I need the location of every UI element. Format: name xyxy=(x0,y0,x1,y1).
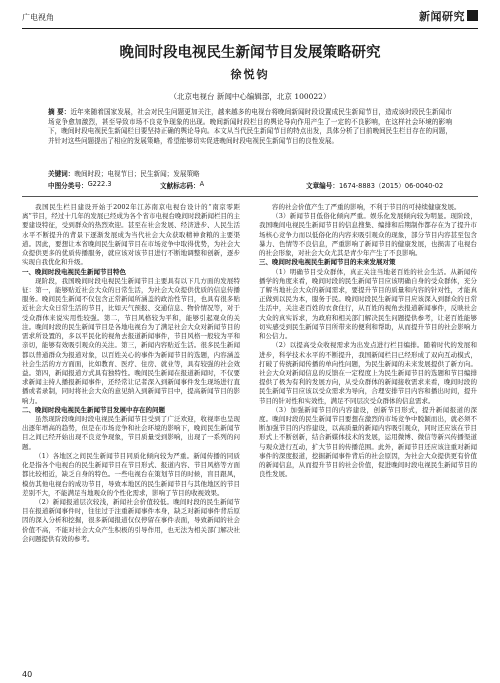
document-code: 文献标志码： A xyxy=(160,180,205,190)
logo-mark-icon xyxy=(467,10,478,21)
keywords-label: 关键词： xyxy=(48,170,75,178)
body-paragraph: （3）新闻节目低俗化倾向严重。娱乐化发展倾向较为明显。现阶段，我国晚间电视民生新闻节目的信息搜集、编排和后期制作都存在为了提升市场核心竞争力而以低俗化的内容来吸引观众的现象，部分节目内容甚至包含暴力、色情等不良信息，严重影响了新闻节目的健康发展，也损害了电视台的社会形象，对社会大众尤其是青少年产生了不良影响。 xyxy=(259,212,477,258)
body-paragraph: （2）新闻报道层次较浅，新闻社会价值较低。晚间时段的民生新闻节目在报道新闻事件时，往往过于注重新闻事件本身，缺乏对新闻事件背后原因的深入分析和挖掘，很多新闻报道仅仅停留在事件表面，导致新闻的社会价值不高，不能对社会大众产生积极的引导作用，也无法为相关部门解决社会问题提供有效的参考。 xyxy=(22,498,240,543)
article-author: 徐悦钧 xyxy=(230,68,270,81)
body-paragraph: 虽然现阶段晚间时段电视民生新闻节目受到了广泛欢迎，收视率也呈现出逐年增高的趋势，但是在市场竞争和社会环境的影响下，晚间民生新闻节目之间已经开始出现不良竞争现象，节目质量受到影响，出现了一系列的问题。 xyxy=(22,415,240,451)
body-column-left xyxy=(22,203,240,544)
header-rule xyxy=(22,28,478,29)
keywords-text: 晚间时段；电视节目；民生新闻；发展策略 xyxy=(74,170,200,178)
body-paragraph: 容的社会价值产生了严重的影响，不利于节目的可持续健康发展。 xyxy=(272,203,461,211)
abstract-divider xyxy=(22,196,478,197)
section-label: 广电视角 xyxy=(22,13,54,22)
body-paragraph: 我国民生栏目建设开始于2002年江苏南京电视台设计的“南京零距离”节目，经过十几年的发展已经成为各个省市电视台晚间时段新闻栏目的主要建设特征，受到群众的热烈欢迎。甚至在社会发展、经济进步、人民生活水平不断提升的背景下逐渐发展成为当代社会大众获取精神食粮的主要渠道。因此，要想让本省晚间民生新闻节目在市场竞争中取得优势，为社会大众提供更多的优质传播服务，就应该对该节目进行不断地调整和创新，逐步实现自我优化和升级。 xyxy=(22,203,240,267)
article-title: 晚间时段电视民生新闻节目发展策略研究 xyxy=(119,45,381,61)
author-affiliation: （北京电视台 新闻中心编辑部，北京 100022） xyxy=(169,92,331,101)
body-paragraph: （1）明确节目受众群体，真正关注当地老百姓的社会生活。从新闻传播学的角度来看，晚间时段的民生新闻节目应该明确自身的受众群体，充分了解当地社会大众的新闻需求，要提升节目的质量和内容的针对性，才能真正做到以民为本，服务于民。晚间时段民生新闻节目应该深入到群众的日常生活中，关注老百姓的衣食住行，从百姓的视角去报道新闻事件，反映社会大众的真实诉求，为政府和相关部门解决民生问题提供参考，让老百姓能够切实感受到民生新闻节目所带来的便利和帮助，从而提升节目的社会影响力和公信力。 xyxy=(259,267,477,341)
section-heading: 一、晚间时段电视民生新闻节目特色 xyxy=(22,267,126,276)
body-column-right xyxy=(259,203,477,480)
abstract-label: 摘 要： xyxy=(48,108,71,116)
page-number: 40 xyxy=(22,670,33,679)
abstract-text: 近年来随着国家发展，社会对民生问题更加关注，越来越多的电视台将晚间新闻时段设置成民生新闻节目，造成该时段民生新闻市场竞争愈加激烈，甚至导致市场不良竞争现象的出现。晚间新闻时段栏目的舆论导向作用产生了一定的不良影响，在这样社会环境的影响下，晚间时段电视民生新闻栏目要坚持正确的舆论导向。本文从当代民生新闻节目的特点出发，具体分析了目前晚间民生栏目存在的问题，并针对这些问题提出了相应的发展策略，希望能够切实促进晚间时段电视民生新闻节目的良性发展。 xyxy=(48,108,452,145)
body-paragraph: （1）各地区之间民生新闻节目同质化倾向较为严重。新闻传播的同质化是指各个电视台的民生新闻节目在节目形式、报道内容、节目风格等方面都比较相近，缺乏自身的特色。一些电视台在策划节目的时候，盲目跟风，模仿其他电视台的成功节目，导致本地区的民生新闻节目与其他地区的节目差别不大，不能满足当地观众的个性化需求，影响了节目的收视效果。 xyxy=(22,451,240,497)
journal-logo xyxy=(419,8,478,24)
article-number: 文章编号： 1674-8883（2015）06-0040-02 xyxy=(306,182,444,190)
keywords xyxy=(48,168,452,178)
body-paragraph: 现阶段，我国晚间时段电视民生新闻节目主要具有以下几方面的发展特征：第一，能够贴近社会大众的日常生活，为社会大众提供优质的信息传播服务。晚间民生新闻不仅包含正常新闻所涵盖的政治性节目，也具有很多贴近社会大众日常生活的节目，比如天气预报、交通信息、物价情况等，对于受众群体来说实用性较强。第二，节目风格较为平和，能够引起观众的关注。晚间时段的民生新闻节目是各地电视台为了满足社会大众对新闻节目的需求所设置的，多以平民化的视角去报道新闻事件，节目风格一般较为平和亲切，能够有效吸引观众的关注。第三，新闻内容贴近生活。很多民生新闻都以普通群众为报道对象，以百姓关心的事件为新闻节目的选题，内容涵盖社会生活的方方面面，比如教育、医疗、住房、就业等，具有较强的社会效益。第四，新闻报道方式具有独特性。晚间民生新闻在报道新闻时，不仅要求新闻主持人播报新闻事件，还经常让记者深入到新闻事件发生现场进行直播或者录制，同时将社会大众的意见纳入到新闻节目中，提高新闻节目的影响力。 xyxy=(22,276,240,405)
section-heading: 三、晚间时段电视民生新闻节目的未来发展对策 xyxy=(259,258,396,267)
running-header xyxy=(22,6,478,30)
section-heading: 二、晚间时段电视民生新闻节目发展中存在的问题 xyxy=(22,405,165,414)
clc-number: 中图分类号： G222.3 xyxy=(48,180,112,190)
body-paragraph: （3）加强新闻节目的内容建设，创新节目形式，提升新闻报道的深度。晚间时段的民生新闻节目要想在激烈的市场竞争中脱颖而出，就必须不断加强节目的内容建设，以高质量的新闻内容吸引观众，同时还应该在节目形式上不断创新，结合新媒体技术的发展，运用微博、微信等新兴传播渠道与观众进行互动，扩大节目的传播范围。此外，新闻节目还应该注重对新闻事件的深度报道，挖掘新闻事件背后的社会原因，为社会大众提供更有价值的新闻信息，从而提升节目的社会价值，促进晚间时段电视民生新闻节目的良性发展。 xyxy=(259,405,477,479)
journal-name: 新闻研究 xyxy=(419,10,465,23)
body-paragraph: （2）以提高受众收视需求为出发点进行栏目编排。随着时代的发展和进步，科学技术水平的不断提升，我国新闻栏目已经形成了双向互动模式，打破了传统新闻传播的单向性问题，为民生新闻的未来发展提供了新方向。社会大众对新闻信息的反馈在一定程度上为民生新闻节目的选题和节目编排提供了极为有利的发展方向，从受众群体的新闻接收需求来看，晚间时段的民生新闻节目应该以受众需求为导向，合理安排节目内容和播出时间，提升节目的针对性和实效性，满足不同层次受众群体的信息需求。 xyxy=(259,341,477,405)
abstract xyxy=(48,108,452,146)
